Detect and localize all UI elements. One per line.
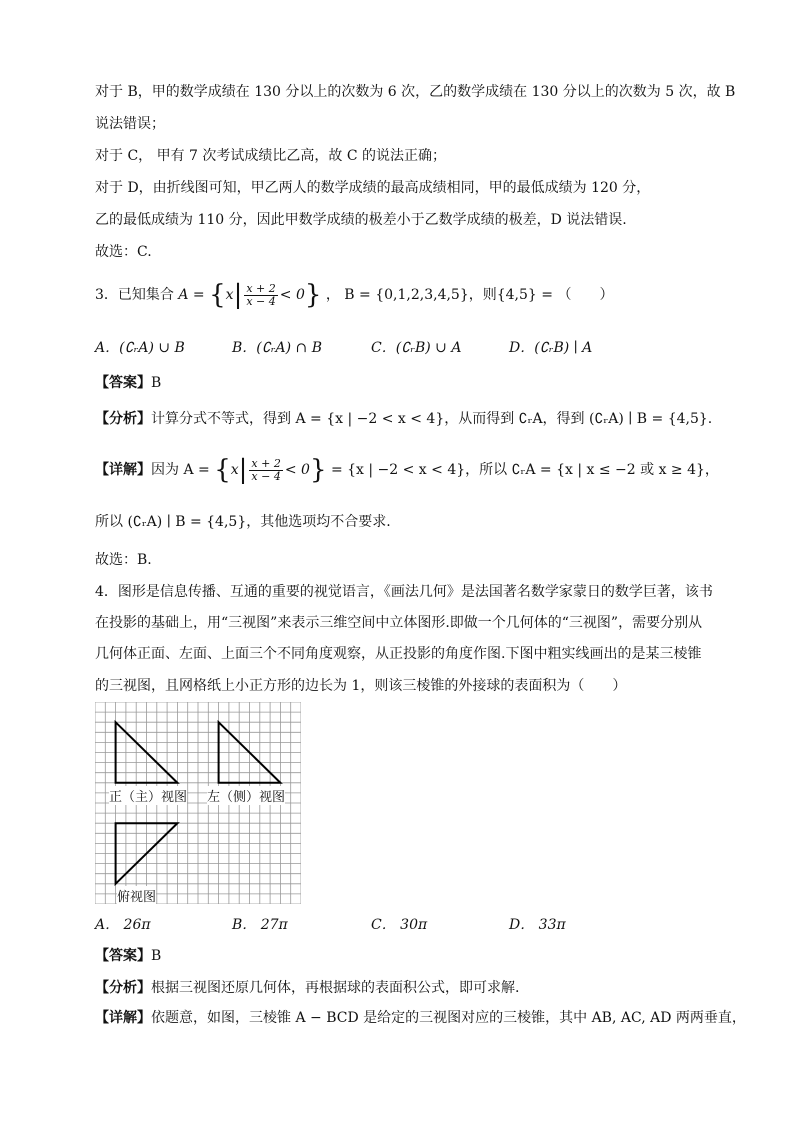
q3-analysis xyxy=(95,409,714,429)
q4-detail-tag: 【详解】 xyxy=(95,1010,151,1026)
q3-lead: 3．已知集合 xyxy=(95,287,174,303)
question-4-options xyxy=(95,914,715,934)
top-view-label: 俯视图 xyxy=(117,886,156,905)
q3-setA-ineq: < 0 xyxy=(279,287,305,303)
q4-detail xyxy=(95,1008,746,1028)
q4-option-d: D． 33π xyxy=(509,917,566,933)
paragraph-choice: 故选：C. xyxy=(95,244,152,260)
q3-option-c: C．(∁ᵣB) ∪ A xyxy=(371,340,462,356)
q3-fraction-numerator: x + 2 xyxy=(246,281,276,295)
side-view-label: 左（侧）视图 xyxy=(207,786,285,805)
q4-stem-line2: 在投影的基础上，用“三视图”来表示三维空间中立体图形.即做一个几何体的“三视图”，需要分别从 xyxy=(95,615,703,631)
q3-fraction-denominator: x − 4 xyxy=(246,294,276,308)
q4-answer-tag: 【答案】 xyxy=(95,948,151,964)
q3-conclusion: 故选：B. xyxy=(95,552,152,568)
q4-option-b: B． 27π xyxy=(232,917,288,933)
q3-analysis-text: 计算分式不等式，得到 A = {x | −2 < x < 4}，从而得到 ∁ᵣA，得到 (∁ᵣA) ∣ B = {4,5}. xyxy=(151,411,713,427)
paragraph-b-line1: 对于 B，甲的数学成绩在 130 分以上的次数为 6 次，乙的数学成绩在 130 分以上的次数为 5 次，故 B xyxy=(95,84,736,100)
q3-answer-tag: 【答案】 xyxy=(95,375,151,391)
paragraph-b-line2: 说法错误； xyxy=(95,116,165,132)
q3-detail-line2: 所以 (∁ᵣA) ∣ B = {4,5}，其他选项均不合要求. xyxy=(95,514,391,530)
q3-fraction xyxy=(244,283,277,308)
front-view-label: 正（主）视图 xyxy=(109,786,187,805)
q3-detail-fraction-numerator: x + 2 xyxy=(251,456,281,470)
q4-detail-text: 依题意，如图，三棱锥 A − BCD 是给定的三视图对应的三棱锥，其中 AB, AC, AD 两两垂直， xyxy=(151,1010,746,1026)
question-3-options xyxy=(95,337,715,357)
q3-detail-fraction xyxy=(249,458,282,483)
paragraph-d-line1: 对于 D，由折线图可知，甲乙两人的数学成绩的最高成绩相同，甲的最低成绩为 120 分， xyxy=(95,180,651,196)
q3-option-a: A．(∁ᵣA) ∪ B xyxy=(95,340,185,356)
q4-option-c: C． 30π xyxy=(371,917,428,933)
q4-stem-line1: 4．图形是信息传播、互通的重要的视觉语言，《画法几何》是法国著名数学家蒙日的数学巨著，该书 xyxy=(95,584,713,600)
q3-option-b: B．(∁ᵣA) ∩ B xyxy=(232,340,323,356)
three-view-figure xyxy=(95,702,301,904)
q4-analysis-tag: 【分析】 xyxy=(95,980,151,996)
q4-option-a: A． 26π xyxy=(95,917,151,933)
q3-detail-prefix: 因为 A = xyxy=(151,462,210,478)
q4-answer xyxy=(95,946,714,966)
q4-analysis-text: 根据三视图还原几何体，再根据球的表面积公式，即可求解. xyxy=(151,980,520,996)
q3-setA-prefix: A = xyxy=(178,287,205,303)
q3-detail-fraction-denominator: x − 4 xyxy=(251,469,281,483)
q3-bar: | xyxy=(233,280,243,310)
q3-left-brace: { xyxy=(209,280,226,310)
q3-detail-suffix: = {x | −2 < x < 4}，所以 ∁ᵣA = {x | x ≤ −2 或 x ≥ 4}， xyxy=(330,462,719,478)
paragraph-c: 对于 C， 甲有 7 次考试成绩比乙高，故 C 的说法正确； xyxy=(95,148,447,164)
q4-stem-line4: 的三视图，且网格纸上小正方形的边长为 1，则该三棱锥的外接球的表面积为（ ） xyxy=(95,678,627,694)
q3-detail-tag: 【详解】 xyxy=(95,462,151,478)
paragraph-d-line2: 乙的最低成绩为 110 分，因此甲数学成绩的极差小于乙数学成绩的极差，D 说法错误. xyxy=(95,212,627,228)
q4-stem-line3: 几何体正面、左面、上面三个不同角度观察，从正投影的角度作图.下图中粗实线画出的是某三棱锥 xyxy=(95,646,702,662)
q3-detail-ineq: < 0 xyxy=(284,462,310,478)
q4-answer-value: B xyxy=(151,948,162,964)
q3-detail-left-brace: { xyxy=(214,455,231,485)
question-3-stem xyxy=(95,280,714,310)
q3-detail-var: x xyxy=(230,462,239,478)
q3-setB: ， B = {0,1,2,3,4,5}，则{4,5} = （ ） xyxy=(325,287,614,303)
q3-option-d: D．(∁ᵣB) ∣ A xyxy=(509,340,593,356)
q3-detail-bar: | xyxy=(238,455,248,485)
q3-detail xyxy=(95,455,719,485)
q3-right-brace: } xyxy=(304,280,322,310)
q3-answer xyxy=(95,373,714,393)
q3-analysis-tag: 【分析】 xyxy=(95,411,151,427)
q4-analysis xyxy=(95,978,714,998)
q3-answer-value: B xyxy=(151,375,162,391)
q3-setA-var: x xyxy=(225,287,234,303)
q3-detail-right-brace: } xyxy=(309,455,327,485)
